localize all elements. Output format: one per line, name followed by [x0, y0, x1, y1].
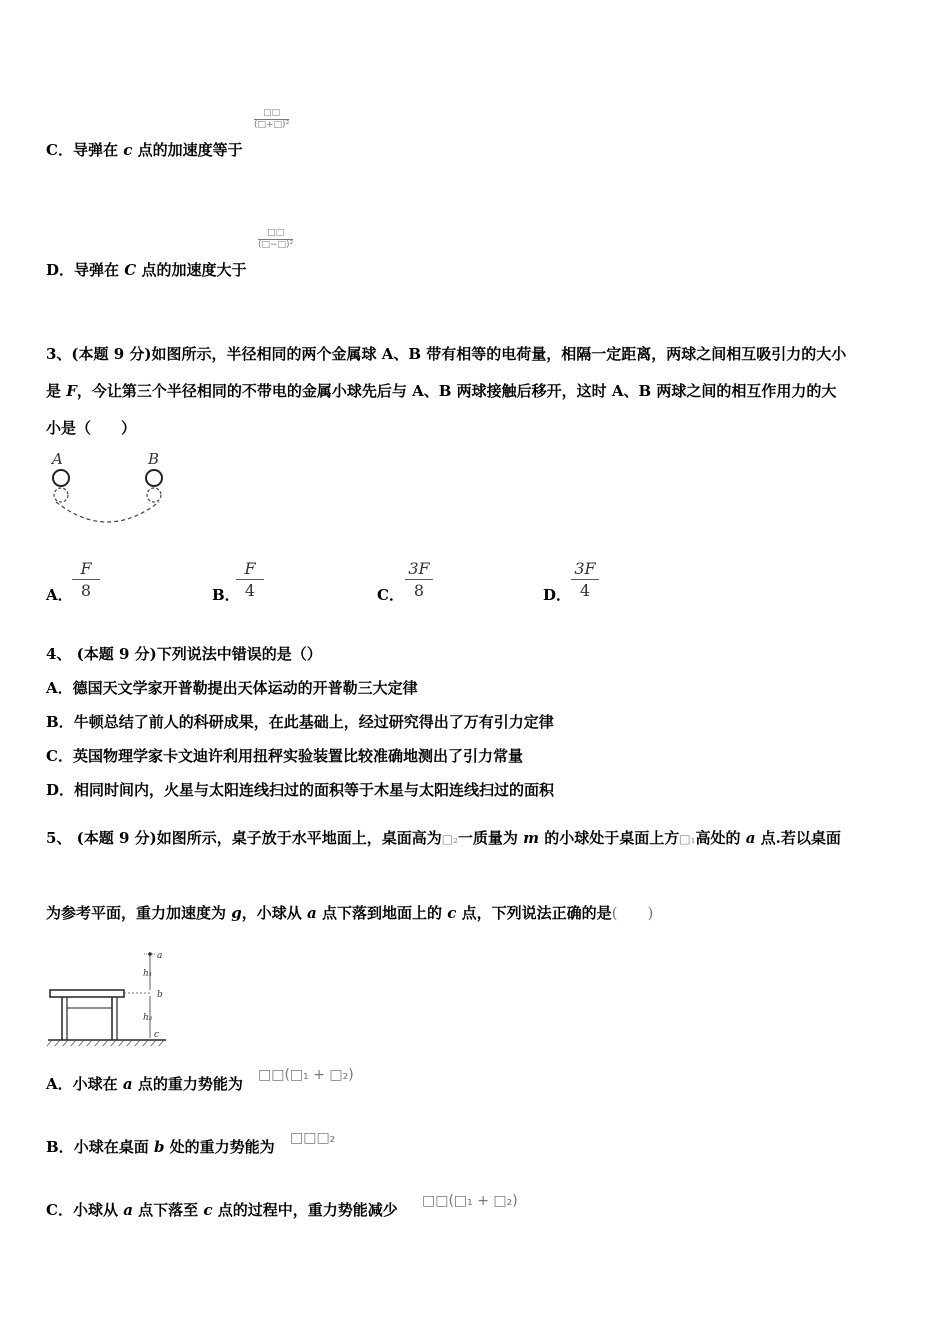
- q3-stem-line1: 3、(本题 9 分)如图所示，半径相同的两个金属球 A、B 带有相等的电荷量，相隔一定距离，两球之间相互吸引力的大小: [46, 345, 847, 363]
- q3-figure-label-a: A: [52, 450, 63, 468]
- q4-option-d: D．相同时间内，火星与太阳连线扫过的面积等于木星与太阳连线扫过的面积: [46, 781, 555, 799]
- q3-option-a-label: A．: [46, 586, 73, 604]
- q3-figure-label-b: B: [148, 450, 160, 468]
- sphere-c-left: [54, 488, 68, 502]
- q3-option-d-value: $\frac{3F}{4}$: [571, 559, 599, 602]
- q5-option-c-formula: □□(□₁ + □₂): [422, 1193, 518, 1209]
- q3-stem-line3: 小是（ ）: [46, 419, 137, 437]
- q4-option-c: C．英国物理学家卡文迪许利用扭秤实验装置比较准确地测出了引力常量: [46, 747, 523, 765]
- q5-option-b-formula: □□□₂: [290, 1130, 336, 1146]
- q3-option-a-value: $\frac{F}{8}$: [72, 559, 100, 602]
- q5-option-a: A．小球在 a 点的重力势能为: [46, 1075, 243, 1093]
- label-h1: h₁: [143, 969, 153, 979]
- table-top: [50, 990, 124, 997]
- q4-stem: 4、 (本题 9 分)下列说法中错误的是（）: [46, 645, 322, 663]
- sphere-c-right: [147, 488, 161, 502]
- movement-path: [56, 502, 159, 522]
- q5-stem-line1: 5、 (本题 9 分)如图所示，桌子放于水平地面上，桌面高为□₂一质量为 m 的小球处于桌面上方□₁高处的 a 点.若以桌面: [46, 829, 841, 847]
- q2-option-d-formula: □□ (□−□)²: [258, 228, 294, 250]
- label-h2: h₂: [143, 1013, 153, 1023]
- q3-option-c-value: $\frac{3F}{8}$: [405, 559, 433, 602]
- q2-option-d: D．导弹在 C 点的加速度大于: [46, 261, 247, 279]
- q3-stem-line2: 是 F，今让第三个半径相同的不带电的金属小球先后与 A、B 两球接触后移开，这时 A、B 两球之间的相互作用力的大: [46, 382, 837, 400]
- q4-option-b: B．牛顿总结了前人的科研成果，在此基础上，经过研究得出了万有引力定律: [46, 713, 554, 731]
- q2-option-c: C．导弹在 c 点的加速度等于: [46, 141, 243, 159]
- q3-option-b-value: $\frac{F}{4}$: [236, 559, 264, 602]
- q5-figure: [44, 946, 174, 1050]
- q3-option-b-label: B．: [212, 586, 240, 604]
- q5-option-c: C．小球从 a 点下落至 c 点的过程中，重力势能减少: [46, 1201, 398, 1219]
- label-a: a: [157, 951, 163, 961]
- label-c: c: [154, 1030, 160, 1040]
- q3-option-c-label: C．: [377, 586, 404, 604]
- q4-option-a: A．德国天文学家开普勒提出天体运动的开普勒三大定律: [46, 679, 418, 697]
- label-b: b: [157, 990, 163, 1000]
- q5-stem-line2: 为参考平面，重力加速度为 g，小球从 a 点下落到地面上的 c 点，下列说法正确的是( ): [46, 904, 654, 922]
- sphere-b: [146, 470, 162, 486]
- q5-option-a-formula: □□(□₁ + □₂): [258, 1067, 354, 1083]
- q3-option-d-label: D．: [543, 586, 572, 604]
- q5-option-b: B．小球在桌面 b 处的重力势能为: [46, 1138, 275, 1156]
- sphere-a: [53, 470, 69, 486]
- q3-figure: [44, 448, 174, 528]
- q2-option-c-formula: □□ (□+□)²: [254, 108, 290, 130]
